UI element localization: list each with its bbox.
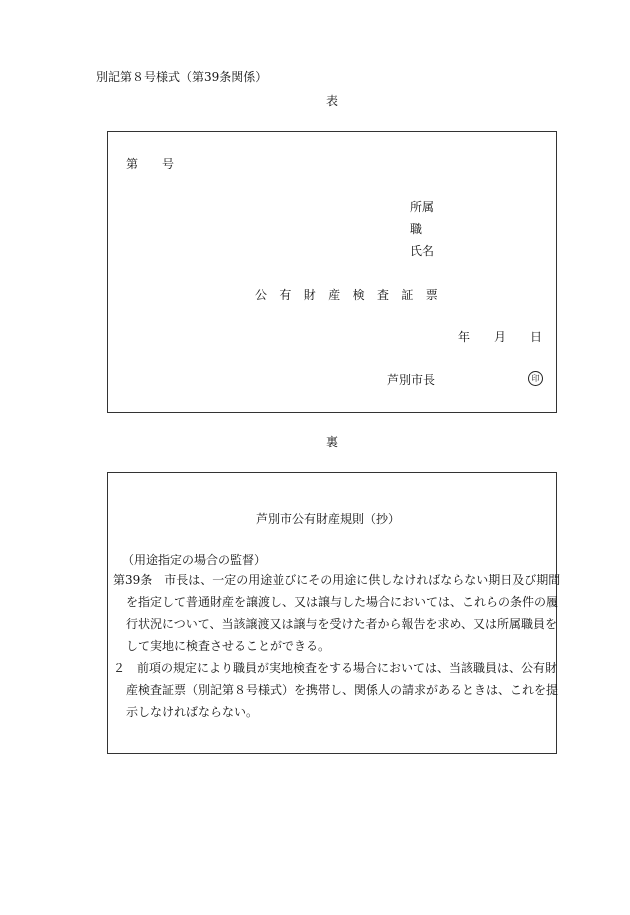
seal-icon: 印: [528, 371, 543, 386]
article-line: 行状況について、当該譲渡又は譲与を受けた者から報告を求め、又は所属職員を: [126, 617, 558, 631]
certificate-front-frame: [107, 131, 557, 413]
article-line: 第39条 市長は、一定の用途並びにその用途に供しなければならない期日及び期間: [113, 573, 561, 587]
article-39-paragraph-2: [113, 657, 559, 723]
name-label: 氏名: [410, 244, 435, 258]
certificate-title: 公 有 財 産 検 査 証 票: [255, 288, 439, 302]
article-39-paragraph: [113, 569, 561, 657]
post-label: 職: [410, 222, 423, 236]
certificate-number-label: 第 号: [126, 157, 175, 171]
article-line: して実地に検査させることができる。: [126, 639, 331, 653]
article-line: ２ 前項の規定により職員が実地検査をする場合においては、当該職員は、公有財: [113, 661, 558, 675]
issue-date-label: 年 月 日: [458, 330, 543, 344]
issuer-label: 芦別市長: [387, 373, 436, 387]
affiliation-label: 所属: [410, 200, 435, 214]
back-side-label: 裏: [326, 435, 339, 449]
rules-title: 芦別市公有財産規則（抄）: [256, 512, 401, 526]
front-side-label: 表: [326, 94, 339, 108]
section-caption: （用途指定の場合の監督）: [122, 553, 267, 567]
article-line: 示しなければならない。: [126, 705, 259, 719]
form-heading: 別記第８号様式（第39条関係）: [96, 70, 268, 84]
article-line: 産検査証票（別記第８号様式）を携帯し、関係人の請求があるときは、これを提: [126, 683, 559, 697]
article-line: を指定して普通財産を譲渡し、又は譲与した場合においては、これらの条件の履: [126, 595, 559, 609]
